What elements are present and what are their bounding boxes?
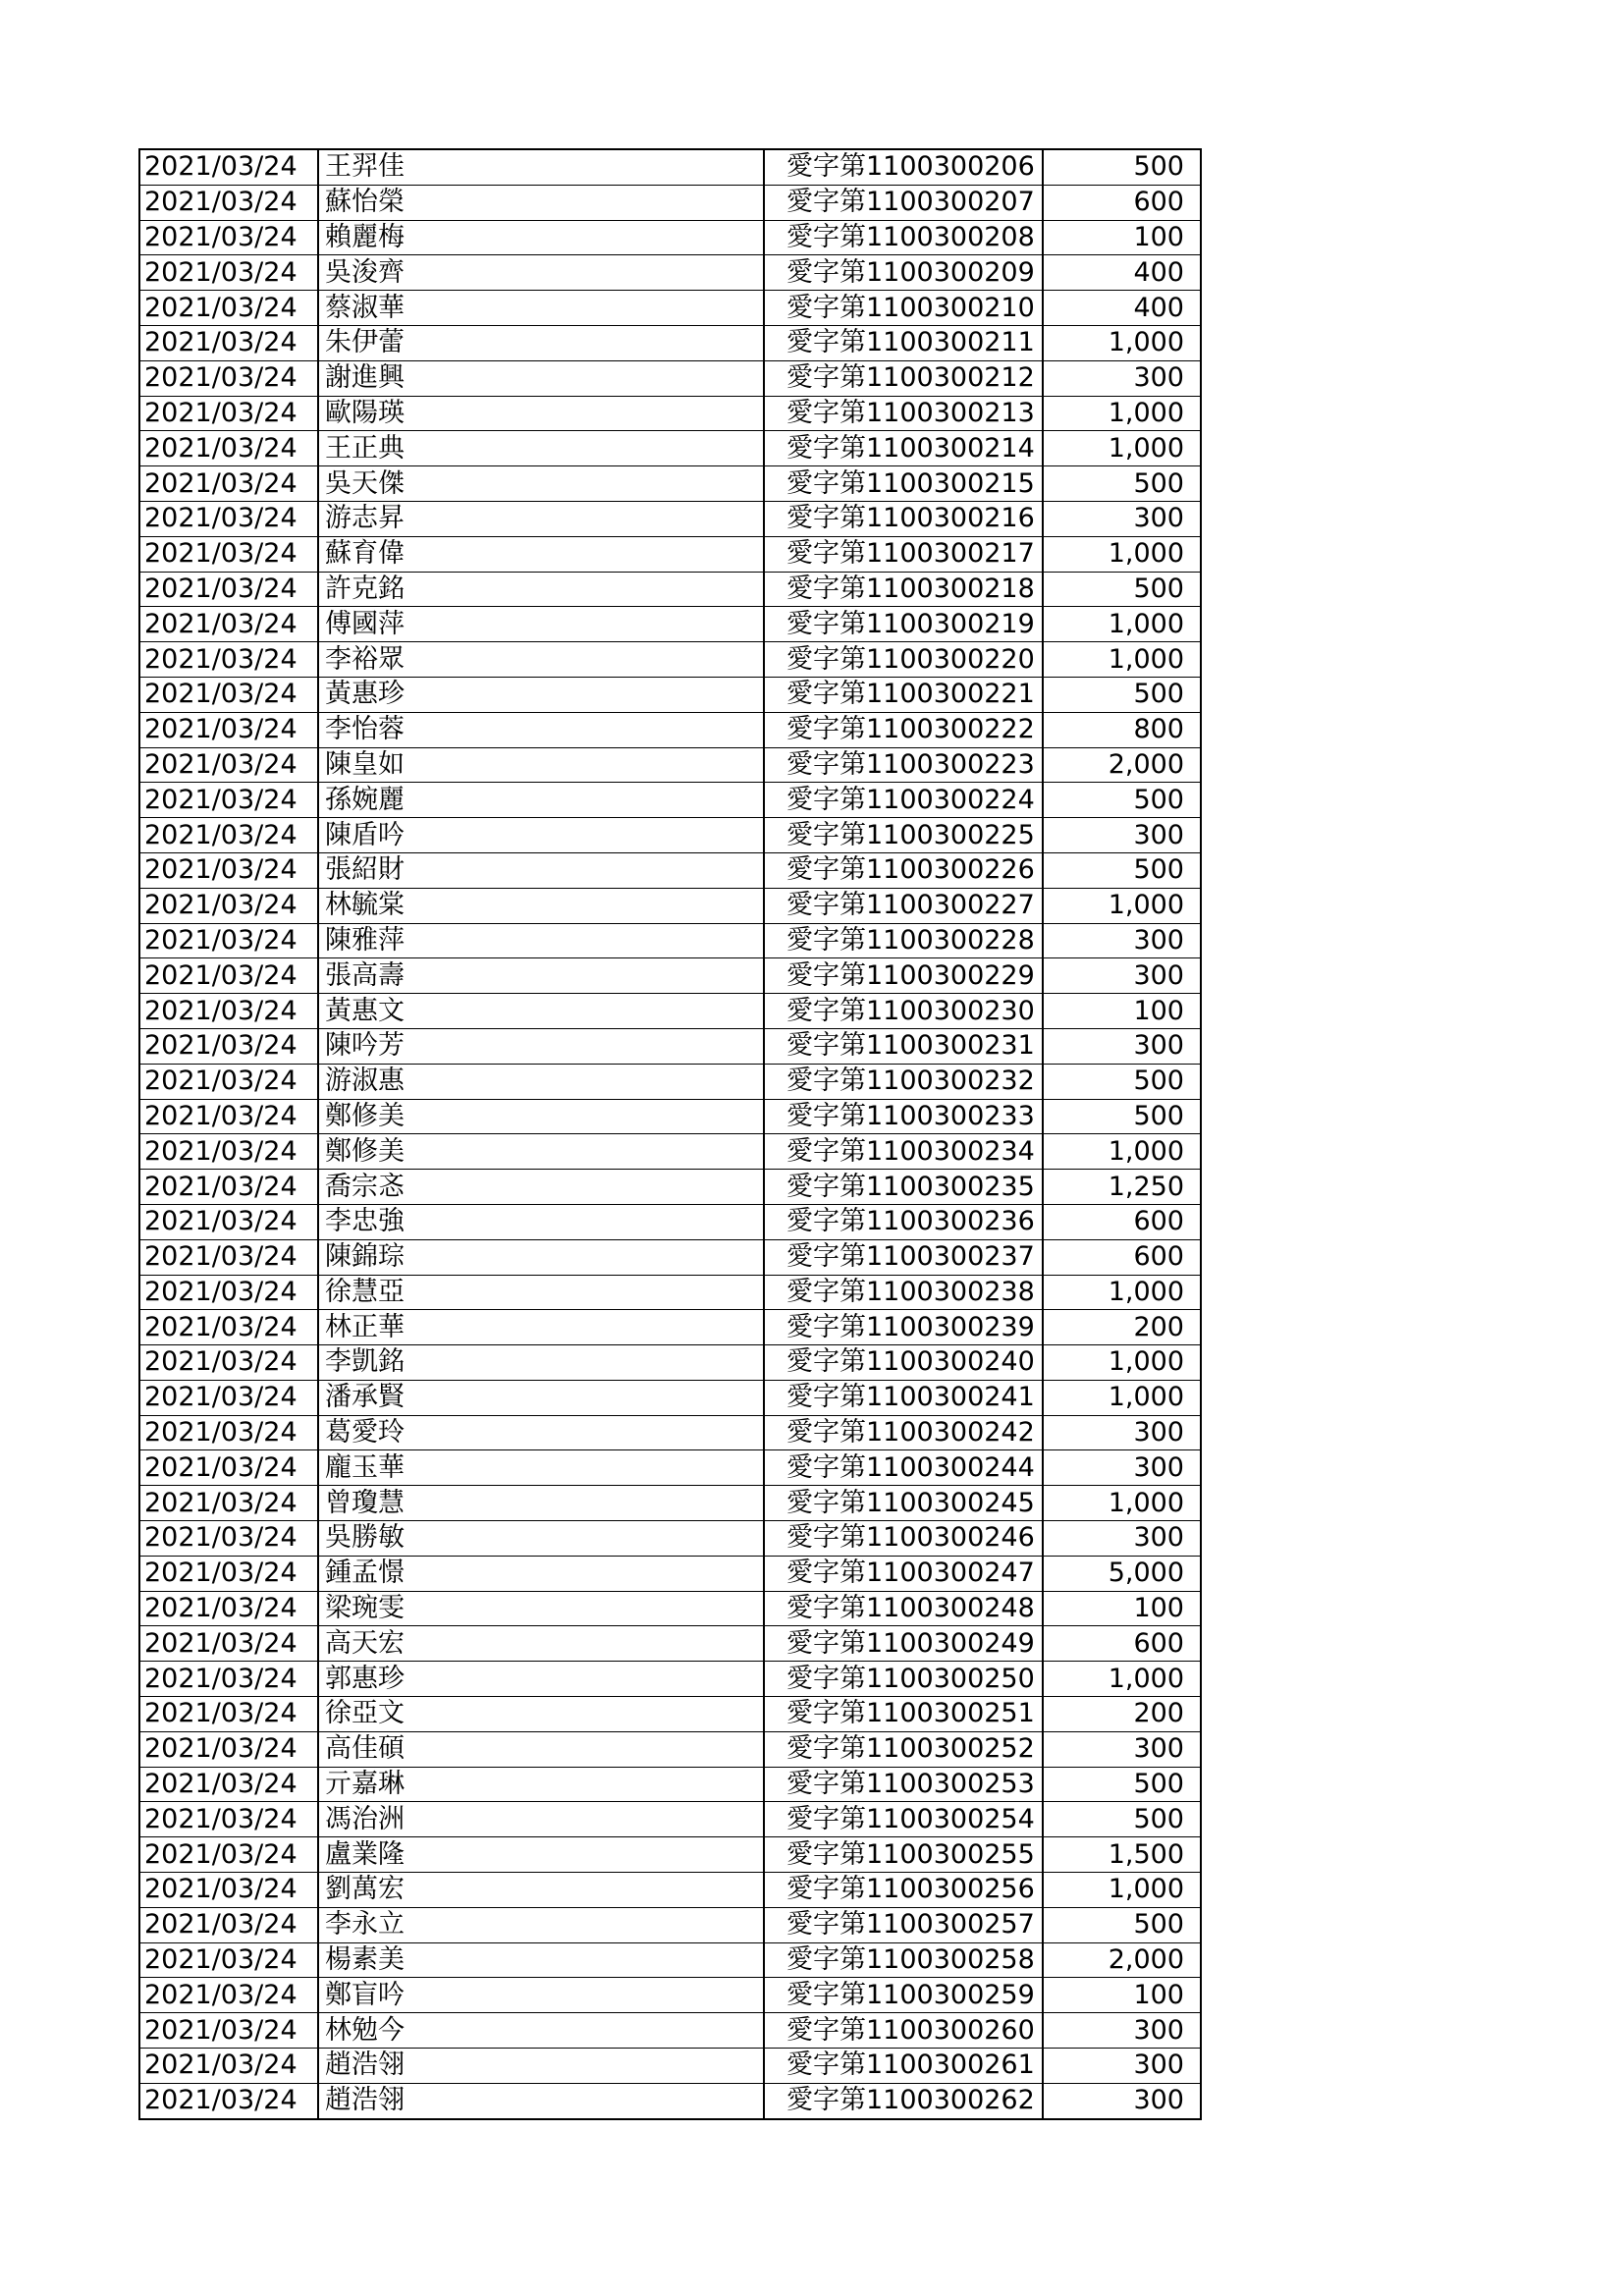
- donor-name-cell: 葛愛玲: [318, 1415, 764, 1450]
- date-cell: 2021/03/24: [139, 1239, 318, 1275]
- amount-cell: 1,000: [1043, 1134, 1201, 1170]
- receipt-number-cell: 愛字第1100300224: [764, 783, 1043, 818]
- table-row: [139, 958, 1201, 994]
- amount-cell: 500: [1043, 852, 1201, 888]
- amount-cell: 1,000: [1043, 536, 1201, 572]
- amount-cell: 300: [1043, 1731, 1201, 1767]
- table-row: [139, 1942, 1201, 1978]
- donor-name-cell: 劉萬宏: [318, 1873, 764, 1908]
- date-cell: 2021/03/24: [139, 1626, 318, 1662]
- amount-cell: 500: [1043, 783, 1201, 818]
- receipt-number-cell: 愛字第1100300261: [764, 2049, 1043, 2084]
- donor-name-cell: 李凱銘: [318, 1345, 764, 1381]
- receipt-number-cell: 愛字第1100300254: [764, 1802, 1043, 1837]
- receipt-number-cell: 愛字第1100300258: [764, 1942, 1043, 1978]
- donor-name-cell: 陳皇如: [318, 747, 764, 783]
- table-row: [139, 2013, 1201, 2049]
- date-cell: 2021/03/24: [139, 1310, 318, 1345]
- receipt-number-cell: 愛字第1100300216: [764, 501, 1043, 536]
- receipt-number-cell: 愛字第1100300208: [764, 220, 1043, 255]
- amount-cell: 100: [1043, 220, 1201, 255]
- date-cell: 2021/03/24: [139, 220, 318, 255]
- donor-name-cell: 高天宏: [318, 1626, 764, 1662]
- date-cell: 2021/03/24: [139, 2013, 318, 2049]
- receipt-number-cell: 愛字第1100300247: [764, 1556, 1043, 1591]
- amount-cell: 200: [1043, 1697, 1201, 1732]
- date-cell: 2021/03/24: [139, 1275, 318, 1310]
- receipt-number-cell: 愛字第1100300215: [764, 466, 1043, 502]
- donor-name-cell: 亓嘉琳: [318, 1767, 764, 1802]
- amount-cell: 400: [1043, 255, 1201, 291]
- table-row: [139, 291, 1201, 326]
- date-cell: 2021/03/24: [139, 958, 318, 994]
- date-cell: 2021/03/24: [139, 1170, 318, 1205]
- table-row: [139, 1450, 1201, 1486]
- date-cell: 2021/03/24: [139, 255, 318, 291]
- date-cell: 2021/03/24: [139, 2083, 318, 2118]
- amount-cell: 1,000: [1043, 1275, 1201, 1310]
- table-row: [139, 1275, 1201, 1310]
- donor-name-cell: 孫婉麗: [318, 783, 764, 818]
- receipt-number-cell: 愛字第1100300210: [764, 291, 1043, 326]
- table-row: [139, 1239, 1201, 1275]
- amount-cell: 500: [1043, 1802, 1201, 1837]
- receipt-number-cell: 愛字第1100300230: [764, 994, 1043, 1029]
- receipt-number-cell: 愛字第1100300238: [764, 1275, 1043, 1310]
- amount-cell: 500: [1043, 1767, 1201, 1802]
- donor-name-cell: 林勉今: [318, 2013, 764, 2049]
- date-cell: 2021/03/24: [139, 149, 318, 185]
- donor-name-cell: 潘承賢: [318, 1380, 764, 1415]
- donor-name-cell: 黃惠珍: [318, 677, 764, 712]
- receipt-number-cell: 愛字第1100300241: [764, 1380, 1043, 1415]
- receipt-number-cell: 愛字第1100300212: [764, 360, 1043, 396]
- table-row: [139, 1591, 1201, 1626]
- amount-cell: 500: [1043, 677, 1201, 712]
- receipt-number-cell: 愛字第1100300213: [764, 396, 1043, 431]
- amount-cell: 300: [1043, 501, 1201, 536]
- date-cell: 2021/03/24: [139, 852, 318, 888]
- date-cell: 2021/03/24: [139, 1380, 318, 1415]
- date-cell: 2021/03/24: [139, 923, 318, 958]
- table-row: [139, 1907, 1201, 1942]
- amount-cell: 800: [1043, 712, 1201, 747]
- table-row: [139, 1873, 1201, 1908]
- table-row: [139, 1099, 1201, 1134]
- amount-cell: 400: [1043, 291, 1201, 326]
- table-row: [139, 1028, 1201, 1064]
- amount-cell: 600: [1043, 1626, 1201, 1662]
- donor-name-cell: 張紹財: [318, 852, 764, 888]
- donor-name-cell: 喬宗忞: [318, 1170, 764, 1205]
- table-row: [139, 677, 1201, 712]
- date-cell: 2021/03/24: [139, 994, 318, 1029]
- date-cell: 2021/03/24: [139, 1662, 318, 1697]
- amount-cell: 1,000: [1043, 642, 1201, 678]
- receipt-number-cell: 愛字第1100300229: [764, 958, 1043, 994]
- date-cell: 2021/03/24: [139, 1415, 318, 1450]
- receipt-number-cell: 愛字第1100300242: [764, 1415, 1043, 1450]
- amount-cell: 1,000: [1043, 1873, 1201, 1908]
- date-cell: 2021/03/24: [139, 1873, 318, 1908]
- date-cell: 2021/03/24: [139, 325, 318, 360]
- donor-name-cell: 趙浩翎: [318, 2049, 764, 2084]
- amount-cell: 300: [1043, 2083, 1201, 2118]
- table-row: [139, 1731, 1201, 1767]
- donation-ledger-table: [138, 148, 1202, 2120]
- date-cell: 2021/03/24: [139, 291, 318, 326]
- donor-name-cell: 曾瓊慧: [318, 1486, 764, 1521]
- donor-name-cell: 趙浩翎: [318, 2083, 764, 2118]
- table-row: [139, 1415, 1201, 1450]
- amount-cell: 500: [1043, 572, 1201, 607]
- amount-cell: 600: [1043, 185, 1201, 220]
- donor-name-cell: 鍾孟憬: [318, 1556, 764, 1591]
- table-row: [139, 1521, 1201, 1557]
- date-cell: 2021/03/24: [139, 1099, 318, 1134]
- donor-name-cell: 李怡蓉: [318, 712, 764, 747]
- receipt-number-cell: 愛字第1100300221: [764, 677, 1043, 712]
- date-cell: 2021/03/24: [139, 1521, 318, 1557]
- table-row: [139, 888, 1201, 923]
- date-cell: 2021/03/24: [139, 185, 318, 220]
- donor-name-cell: 鄭盲吟: [318, 1978, 764, 2013]
- receipt-number-cell: 愛字第1100300232: [764, 1064, 1043, 1099]
- receipt-number-cell: 愛字第1100300220: [764, 642, 1043, 678]
- amount-cell: 100: [1043, 1591, 1201, 1626]
- amount-cell: 300: [1043, 1028, 1201, 1064]
- table-row: [139, 923, 1201, 958]
- receipt-number-cell: 愛字第1100300214: [764, 431, 1043, 466]
- table-row: [139, 536, 1201, 572]
- donor-name-cell: 高佳碩: [318, 1731, 764, 1767]
- receipt-number-cell: 愛字第1100300237: [764, 1239, 1043, 1275]
- donor-name-cell: 陳錦琮: [318, 1239, 764, 1275]
- amount-cell: 300: [1043, 2013, 1201, 2049]
- ledger-body: [139, 149, 1201, 2119]
- table-row: [139, 607, 1201, 642]
- date-cell: 2021/03/24: [139, 1697, 318, 1732]
- date-cell: 2021/03/24: [139, 1556, 318, 1591]
- donor-name-cell: 郭惠珍: [318, 1662, 764, 1697]
- table-row: [139, 712, 1201, 747]
- date-cell: 2021/03/24: [139, 572, 318, 607]
- table-row: [139, 2083, 1201, 2118]
- amount-cell: 1,000: [1043, 396, 1201, 431]
- donor-name-cell: 馮治洲: [318, 1802, 764, 1837]
- amount-cell: 500: [1043, 149, 1201, 185]
- amount-cell: 1,250: [1043, 1170, 1201, 1205]
- date-cell: 2021/03/24: [139, 536, 318, 572]
- table-row: [139, 783, 1201, 818]
- table-row: [139, 255, 1201, 291]
- date-cell: 2021/03/24: [139, 396, 318, 431]
- amount-cell: 300: [1043, 923, 1201, 958]
- table-row: [139, 1626, 1201, 1662]
- donor-name-cell: 朱伊蕾: [318, 325, 764, 360]
- receipt-number-cell: 愛字第1100300219: [764, 607, 1043, 642]
- donor-name-cell: 王羿佳: [318, 149, 764, 185]
- date-cell: 2021/03/24: [139, 712, 318, 747]
- table-row: [139, 642, 1201, 678]
- table-row: [139, 220, 1201, 255]
- amount-cell: 1,500: [1043, 1837, 1201, 1873]
- amount-cell: 1,000: [1043, 1345, 1201, 1381]
- receipt-number-cell: 愛字第1100300262: [764, 2083, 1043, 2118]
- table-row: [139, 572, 1201, 607]
- receipt-number-cell: 愛字第1100300235: [764, 1170, 1043, 1205]
- donor-name-cell: 吳天傑: [318, 466, 764, 502]
- date-cell: 2021/03/24: [139, 1802, 318, 1837]
- donor-name-cell: 許克銘: [318, 572, 764, 607]
- amount-cell: 300: [1043, 818, 1201, 853]
- table-row: [139, 994, 1201, 1029]
- date-cell: 2021/03/24: [139, 1204, 318, 1239]
- donor-name-cell: 歐陽瑛: [318, 396, 764, 431]
- table-row: [139, 149, 1201, 185]
- donor-name-cell: 陳吟芳: [318, 1028, 764, 1064]
- donor-name-cell: 謝進興: [318, 360, 764, 396]
- donor-name-cell: 李忠強: [318, 1204, 764, 1239]
- date-cell: 2021/03/24: [139, 747, 318, 783]
- donor-name-cell: 賴麗梅: [318, 220, 764, 255]
- date-cell: 2021/03/24: [139, 431, 318, 466]
- table-row: [139, 1837, 1201, 1873]
- table-row: [139, 852, 1201, 888]
- receipt-number-cell: 愛字第1100300228: [764, 923, 1043, 958]
- table-row: [139, 185, 1201, 220]
- table-row: [139, 818, 1201, 853]
- date-cell: 2021/03/24: [139, 607, 318, 642]
- table-row: [139, 1486, 1201, 1521]
- table-row: [139, 1134, 1201, 1170]
- amount-cell: 300: [1043, 1450, 1201, 1486]
- donor-name-cell: 王正典: [318, 431, 764, 466]
- receipt-number-cell: 愛字第1100300209: [764, 255, 1043, 291]
- date-cell: 2021/03/24: [139, 1028, 318, 1064]
- date-cell: 2021/03/24: [139, 466, 318, 502]
- amount-cell: 100: [1043, 994, 1201, 1029]
- table-row: [139, 1204, 1201, 1239]
- amount-cell: 2,000: [1043, 747, 1201, 783]
- donor-name-cell: 楊素美: [318, 1942, 764, 1978]
- date-cell: 2021/03/24: [139, 1942, 318, 1978]
- amount-cell: 1,000: [1043, 1662, 1201, 1697]
- donor-name-cell: 鄭修美: [318, 1099, 764, 1134]
- amount-cell: 500: [1043, 466, 1201, 502]
- date-cell: 2021/03/24: [139, 783, 318, 818]
- amount-cell: 500: [1043, 1099, 1201, 1134]
- amount-cell: 300: [1043, 1521, 1201, 1557]
- receipt-number-cell: 愛字第1100300239: [764, 1310, 1043, 1345]
- donor-name-cell: 李裕眾: [318, 642, 764, 678]
- table-row: [139, 360, 1201, 396]
- amount-cell: 500: [1043, 1064, 1201, 1099]
- amount-cell: 2,000: [1043, 1942, 1201, 1978]
- receipt-number-cell: 愛字第1100300217: [764, 536, 1043, 572]
- donor-name-cell: 徐亞文: [318, 1697, 764, 1732]
- date-cell: 2021/03/24: [139, 501, 318, 536]
- receipt-number-cell: 愛字第1100300259: [764, 1978, 1043, 2013]
- donor-name-cell: 游淑惠: [318, 1064, 764, 1099]
- date-cell: 2021/03/24: [139, 1907, 318, 1942]
- receipt-number-cell: 愛字第1100300255: [764, 1837, 1043, 1873]
- table-row: [139, 501, 1201, 536]
- table-row: [139, 747, 1201, 783]
- receipt-number-cell: 愛字第1100300233: [764, 1099, 1043, 1134]
- donor-name-cell: 鄭修美: [318, 1134, 764, 1170]
- donor-name-cell: 蘇育偉: [318, 536, 764, 572]
- table-row: [139, 1556, 1201, 1591]
- table-row: [139, 1662, 1201, 1697]
- receipt-number-cell: 愛字第1100300234: [764, 1134, 1043, 1170]
- amount-cell: 600: [1043, 1239, 1201, 1275]
- receipt-number-cell: 愛字第1100300223: [764, 747, 1043, 783]
- amount-cell: 1,000: [1043, 431, 1201, 466]
- amount-cell: 300: [1043, 958, 1201, 994]
- amount-cell: 1,000: [1043, 325, 1201, 360]
- amount-cell: 1,000: [1043, 607, 1201, 642]
- amount-cell: 500: [1043, 1907, 1201, 1942]
- date-cell: 2021/03/24: [139, 1767, 318, 1802]
- donor-name-cell: 黃惠文: [318, 994, 764, 1029]
- donor-name-cell: 龐玉華: [318, 1450, 764, 1486]
- receipt-number-cell: 愛字第1100300252: [764, 1731, 1043, 1767]
- receipt-number-cell: 愛字第1100300248: [764, 1591, 1043, 1626]
- receipt-number-cell: 愛字第1100300245: [764, 1486, 1043, 1521]
- receipt-number-cell: 愛字第1100300260: [764, 2013, 1043, 2049]
- receipt-number-cell: 愛字第1100300249: [764, 1626, 1043, 1662]
- table-row: [139, 1767, 1201, 1802]
- receipt-number-cell: 愛字第1100300250: [764, 1662, 1043, 1697]
- table-row: [139, 1802, 1201, 1837]
- receipt-number-cell: 愛字第1100300257: [764, 1907, 1043, 1942]
- amount-cell: 300: [1043, 360, 1201, 396]
- donor-name-cell: 梁琬雯: [318, 1591, 764, 1626]
- date-cell: 2021/03/24: [139, 1486, 318, 1521]
- donor-name-cell: 游志昇: [318, 501, 764, 536]
- amount-cell: 200: [1043, 1310, 1201, 1345]
- date-cell: 2021/03/24: [139, 1837, 318, 1873]
- date-cell: 2021/03/24: [139, 677, 318, 712]
- donor-name-cell: 蔡淑華: [318, 291, 764, 326]
- receipt-number-cell: 愛字第1100300226: [764, 852, 1043, 888]
- receipt-number-cell: 愛字第1100300251: [764, 1697, 1043, 1732]
- table-row: [139, 325, 1201, 360]
- donor-name-cell: 陳雅萍: [318, 923, 764, 958]
- receipt-number-cell: 愛字第1100300244: [764, 1450, 1043, 1486]
- date-cell: 2021/03/24: [139, 818, 318, 853]
- receipt-number-cell: 愛字第1100300227: [764, 888, 1043, 923]
- donor-name-cell: 林正華: [318, 1310, 764, 1345]
- donor-name-cell: 陳盾吟: [318, 818, 764, 853]
- table-row: [139, 1697, 1201, 1732]
- receipt-number-cell: 愛字第1100300231: [764, 1028, 1043, 1064]
- table-row: [139, 2049, 1201, 2084]
- receipt-number-cell: 愛字第1100300240: [764, 1345, 1043, 1381]
- table-row: [139, 1170, 1201, 1205]
- table-row: [139, 466, 1201, 502]
- receipt-number-cell: 愛字第1100300206: [764, 149, 1043, 185]
- date-cell: 2021/03/24: [139, 1345, 318, 1381]
- receipt-number-cell: 愛字第1100300207: [764, 185, 1043, 220]
- date-cell: 2021/03/24: [139, 642, 318, 678]
- receipt-number-cell: 愛字第1100300222: [764, 712, 1043, 747]
- amount-cell: 300: [1043, 1415, 1201, 1450]
- table-row: [139, 1380, 1201, 1415]
- date-cell: 2021/03/24: [139, 1450, 318, 1486]
- donor-name-cell: 張高壽: [318, 958, 764, 994]
- donor-name-cell: 盧業隆: [318, 1837, 764, 1873]
- date-cell: 2021/03/24: [139, 1978, 318, 2013]
- amount-cell: 100: [1043, 1978, 1201, 2013]
- receipt-number-cell: 愛字第1100300225: [764, 818, 1043, 853]
- donor-name-cell: 林毓棠: [318, 888, 764, 923]
- date-cell: 2021/03/24: [139, 1731, 318, 1767]
- donor-name-cell: 蘇怡榮: [318, 185, 764, 220]
- amount-cell: 5,000: [1043, 1556, 1201, 1591]
- receipt-number-cell: 愛字第1100300211: [764, 325, 1043, 360]
- donor-name-cell: 徐慧亞: [318, 1275, 764, 1310]
- donor-name-cell: 吳浚齊: [318, 255, 764, 291]
- table-row: [139, 1064, 1201, 1099]
- receipt-number-cell: 愛字第1100300253: [764, 1767, 1043, 1802]
- date-cell: 2021/03/24: [139, 1064, 318, 1099]
- receipt-number-cell: 愛字第1100300246: [764, 1521, 1043, 1557]
- table-row: [139, 1345, 1201, 1381]
- receipt-number-cell: 愛字第1100300236: [764, 1204, 1043, 1239]
- amount-cell: 1,000: [1043, 888, 1201, 923]
- receipt-number-cell: 愛字第1100300218: [764, 572, 1043, 607]
- table-row: [139, 1978, 1201, 2013]
- table-row: [139, 1310, 1201, 1345]
- donor-name-cell: 吳勝敏: [318, 1521, 764, 1557]
- date-cell: 2021/03/24: [139, 888, 318, 923]
- donor-name-cell: 李永立: [318, 1907, 764, 1942]
- date-cell: 2021/03/24: [139, 1591, 318, 1626]
- table-row: [139, 396, 1201, 431]
- date-cell: 2021/03/24: [139, 360, 318, 396]
- receipt-number-cell: 愛字第1100300256: [764, 1873, 1043, 1908]
- amount-cell: 600: [1043, 1204, 1201, 1239]
- amount-cell: 1,000: [1043, 1486, 1201, 1521]
- date-cell: 2021/03/24: [139, 1134, 318, 1170]
- amount-cell: 1,000: [1043, 1380, 1201, 1415]
- table-row: [139, 431, 1201, 466]
- donor-name-cell: 傅國萍: [318, 607, 764, 642]
- date-cell: 2021/03/24: [139, 2049, 318, 2084]
- amount-cell: 300: [1043, 2049, 1201, 2084]
